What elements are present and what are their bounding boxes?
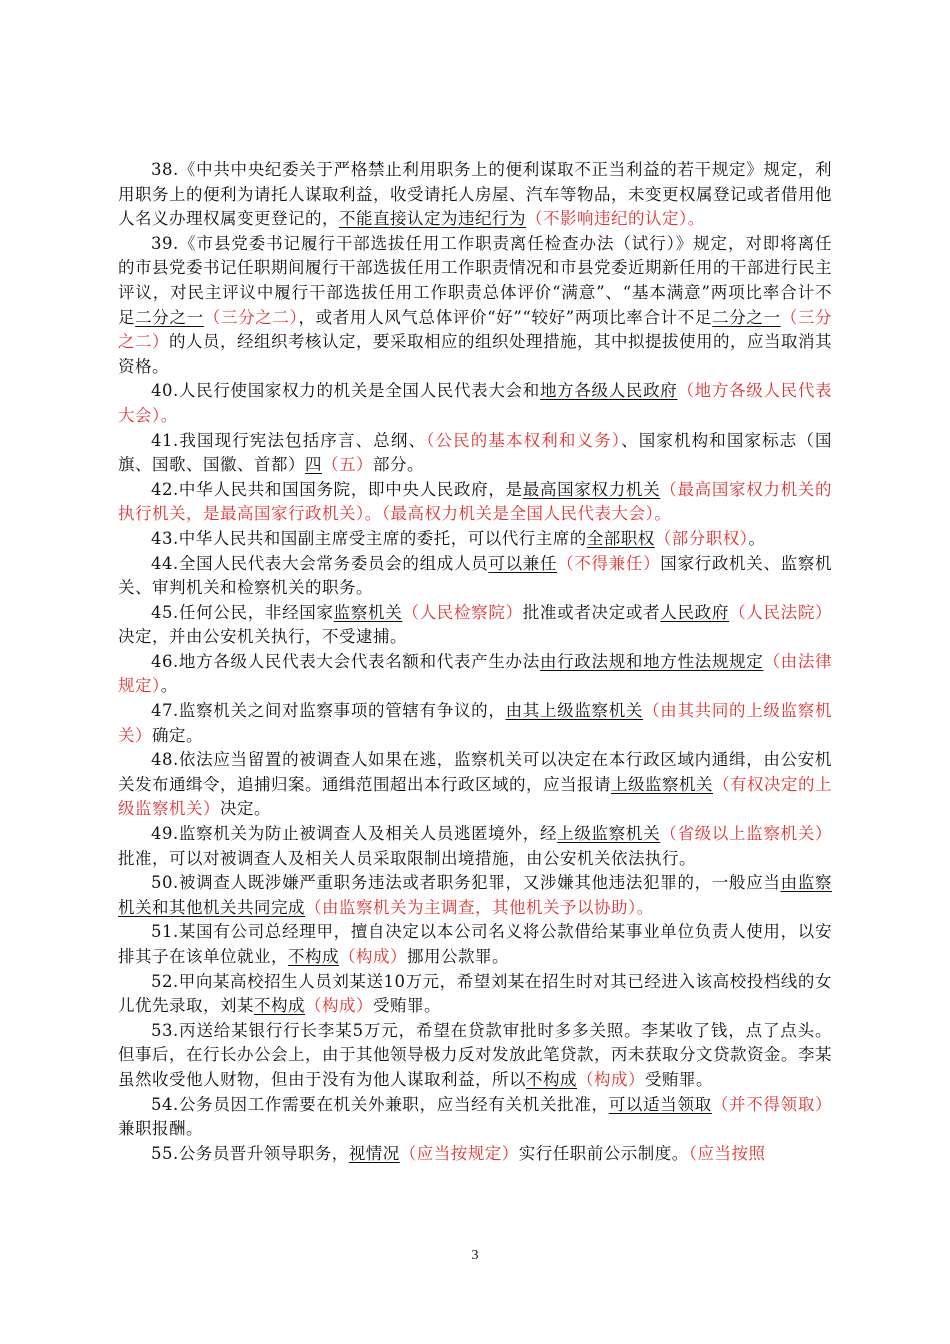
- question-paragraph: [118, 478, 832, 527]
- incorrect-statement: 上级监察机关: [611, 774, 713, 794]
- question-text: 。: [748, 528, 766, 548]
- incorrect-statement: 二分之一: [712, 307, 781, 327]
- question-text: 44.全国人民代表大会常务委员会的组成人员: [151, 553, 489, 573]
- incorrect-statement: 不构成: [288, 947, 339, 966]
- incorrect-statement: 由监察机关和其他机关共同完成: [118, 873, 832, 917]
- incorrect-statement: 由其上级监察机关: [505, 701, 644, 721]
- question-paragraph: [118, 699, 832, 748]
- question-paragraph: [118, 970, 832, 1019]
- incorrect-statement: 不构成: [254, 996, 305, 1016]
- question-text: 45.任何公民，非经国家: [151, 602, 334, 622]
- question-text: 确定。: [152, 725, 203, 745]
- correction-note: （最高国家权力机关的执行机关，是最高国家行政机关）。（最高权力机关是全国人民代表大会）。: [118, 479, 832, 524]
- correction-note: （应当按照: [688, 1143, 766, 1163]
- correction-note: （三分之二）: [203, 307, 299, 327]
- question-paragraph: [118, 601, 832, 650]
- correction-note: （有权决定的上级监察机关）: [118, 774, 832, 819]
- question-text: 51.某国有公司总经理甲，擅自决定以本公司名义将公款借给某事业单位负责人使用，以安排其子在该单位就业，: [118, 922, 832, 966]
- question-text: 决定。: [220, 799, 271, 819]
- question-paragraph: [118, 748, 832, 822]
- incorrect-statement: 人民政府: [660, 602, 730, 622]
- question-text: 兼职报酬。: [118, 1119, 203, 1139]
- question-text: 挪用公款罪。: [407, 947, 509, 966]
- correction-note: （应当按规定）: [399, 1143, 519, 1163]
- incorrect-statement: 二分之一: [135, 307, 204, 327]
- correction-note: （三分之二）: [118, 307, 833, 352]
- question-text: 国家行政机关、监察机关、审判机关和检察机关的职务。: [118, 553, 833, 598]
- question-text: 52.甲向某高校招生人员刘某送10万元，希望刘某在招生时对其已经进入该高校投档线的女儿优先录取，刘某: [118, 971, 832, 1016]
- correction-note: （由监察机关为主调查，其他机关予以协助）。: [305, 897, 654, 917]
- incorrect-statement: 视情况: [348, 1143, 400, 1163]
- question-paragraph: [118, 552, 832, 601]
- correction-note: （公民的基本权利和义务）: [426, 430, 622, 450]
- correction-note: （构成）: [577, 1069, 645, 1089]
- question-text: 47.监察机关之间对监察事项的管辖有争议的，: [151, 701, 506, 721]
- question-paragraph: [118, 920, 832, 969]
- question-text: 50.被调查人既涉嫌严重职务违法或者职务犯罪，又涉嫌其他违法犯罪的，一般应当: [151, 873, 781, 893]
- question-text: 41.我国现行宪法包括序言、总纲、: [151, 430, 427, 450]
- incorrect-statement: 上级监察机关: [557, 824, 661, 844]
- incorrect-statement: 四: [305, 455, 322, 475]
- correction-note: （构成）: [305, 996, 373, 1016]
- incorrect-statement: 地方各级人民政府: [539, 381, 678, 401]
- question-text: 38.《中共中央纪委关于严格禁止利用职务上的便利谋取不正当利益的若干规定》规定，利用职务上的便利为请托人谋取利益，收受请托人房屋、汽车等物品，未变更权属登记或者借用他人名义办理权属变更登记的，: [118, 160, 832, 229]
- question-text: 48.依法应当留置的被调查人如果在逃，监察机关可以决定在本行政区域内通缉，由公安机关发布通缉令，追捕归案。通缉范围超出本行政区域的，应当报请: [118, 750, 832, 794]
- incorrect-statement: 可以适当领取: [608, 1094, 712, 1114]
- question-paragraph: [118, 1093, 832, 1142]
- page-number: 3: [471, 1248, 479, 1263]
- question-paragraph: [118, 527, 832, 552]
- question-text: 40.人民行使国家权力的机关是全国人民代表大会和: [151, 381, 540, 401]
- question-paragraph: [118, 232, 832, 380]
- question-text: 39.《市县党委书记履行干部选拔任用工作职责离任检查办法（试行）》规定，对即将离任的市县党委书记任职期间履行干部选拔任用工作职责情况和市县党委近期新任用的干部进行民主评议，对民主评议中履行干部选拔任用工作职责总体评价“满意”、“基本满意”两项比率合计不足: [118, 233, 832, 327]
- question-paragraph: [118, 429, 832, 478]
- correction-note: （由其共同的上级监察机关）: [118, 701, 833, 745]
- correction-note: （五）: [322, 455, 373, 475]
- question-paragraph: [118, 1019, 832, 1093]
- question-text: 49.监察机关为防止被调查人及相关人员逃匿境外，经: [151, 824, 558, 844]
- correction-note: （不影响违纪的认定）。: [526, 209, 705, 229]
- incorrect-statement: 不构成: [526, 1069, 577, 1089]
- incorrect-statement: 监察机关: [333, 602, 403, 622]
- question-text: 的人员，经组织考核认定，要采取相应的组织处理措施，其中拟提拔使用的，应当取消其资格。: [118, 332, 832, 376]
- question-paragraph: [118, 1142, 832, 1167]
- correction-note: （不得兼任）: [557, 553, 661, 573]
- question-text: 受贿罪。: [373, 996, 441, 1016]
- question-paragraph: [118, 158, 832, 232]
- question-paragraph: [118, 379, 832, 428]
- correction-note: （并不得领取）: [711, 1094, 833, 1114]
- correction-note: （省级以上监察机关）: [660, 824, 833, 844]
- question-text: 54.公务员因工作需要在机关外兼职，应当经有关机关批准，: [151, 1094, 609, 1114]
- question-text: 53.丙送给某银行行长李某5万元，希望在贷款审批时多多关照。李某收了钱，点了点头。但事后，在行长办公会上，由于其他领导极力反对发放此笔贷款，丙未获取分文贷款资金。李某虽然收受他人财物，但由于没有为他人谋取利益，所以: [118, 1020, 832, 1089]
- question-text: 42.中华人民共和国国务院，即中央人民政府，是: [151, 479, 523, 499]
- document-body: [118, 158, 832, 1166]
- question-text: 决定，并由公安机关执行，不受逮捕。: [118, 627, 407, 647]
- question-text: ，或者用人风气总体评价“好”“较好”两项比率合计不足: [298, 307, 713, 327]
- question-text: 。: [160, 676, 178, 696]
- correction-note: （人民法院）: [729, 602, 833, 622]
- question-text: 、国家机构和国家标志（国旗、国歌、国徽、首都）: [118, 430, 832, 475]
- incorrect-statement: 全部职权: [586, 528, 655, 548]
- incorrect-statement: 可以兼任: [488, 553, 558, 573]
- incorrect-statement: 不能直接认定为违纪行为: [339, 209, 526, 229]
- correction-note: （构成）: [339, 947, 407, 966]
- question-text: 受贿罪。: [645, 1069, 713, 1089]
- question-text: 43.中华人民共和国副主席受主席的委托，可以代行主席的: [151, 528, 587, 548]
- question-text: 实行任职前公示制度。: [518, 1143, 689, 1163]
- question-paragraph: [118, 822, 832, 871]
- question-paragraph: [118, 650, 832, 699]
- incorrect-statement: 最高国家权力机关: [522, 479, 661, 499]
- correction-note: （人民检察院）: [402, 602, 523, 622]
- question-text: 46.地方各级人民代表大会代表名额和代表产生办法: [151, 651, 540, 671]
- question-paragraph: [118, 871, 832, 920]
- incorrect-statement: 由行政法规和地方性法规规定: [539, 651, 764, 671]
- question-text: 55.公务员晋升领导职务，: [151, 1143, 349, 1163]
- correction-note: （部分职权）: [654, 528, 749, 548]
- correction-note: （地方各级人民代表大会）。: [118, 381, 833, 425]
- correction-note: （由法律规定）: [118, 651, 833, 696]
- question-text: 部分。: [373, 455, 424, 475]
- question-text: 批准，可以对被调查人及相关人员采取限制出境措施，由公安机关依法执行。: [118, 848, 696, 868]
- question-text: 批准或者决定或者: [522, 602, 661, 622]
